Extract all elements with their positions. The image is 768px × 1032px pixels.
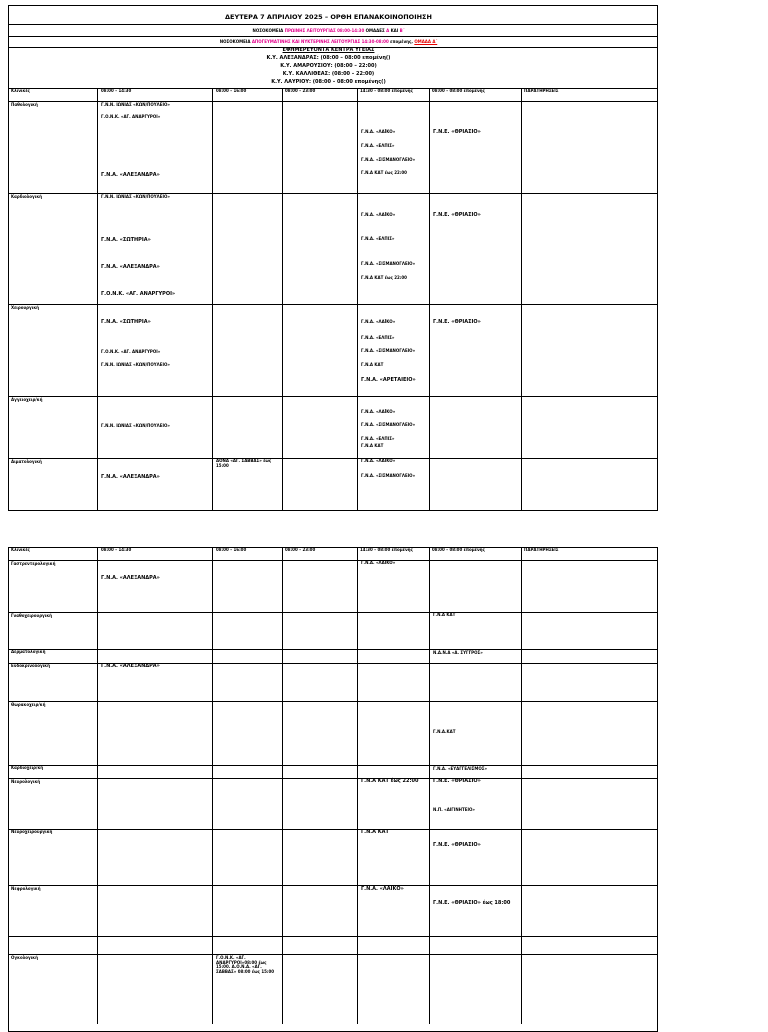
column-divider: [357, 547, 358, 1024]
clinic-name: Καρδιολογική: [11, 194, 43, 199]
hospital-entry: Γ.Ν.Α. «ΑΛΕΞΑΝΔΡΑ»: [101, 474, 160, 480]
column-divider: [521, 88, 522, 511]
divider: [8, 36, 658, 37]
hospital-entry: Γ.Ν.Α. «ΛΑΪΚΟ»: [361, 129, 396, 134]
clinic-name: Γαστρεντερολογική: [11, 561, 56, 566]
row-divider: [8, 304, 658, 305]
hospital-entry: Γ.Ν.Α. «ΕΛΠΙΣ»: [361, 236, 395, 241]
clinic-name: Ενδοκρινολογική: [11, 663, 50, 668]
clinic-name: Παθολογική: [11, 102, 38, 107]
column-divider: [97, 547, 98, 1024]
hospital-entry: Γ.Ν.Α ΚΑΤ: [361, 443, 384, 448]
col-header-0800-2300: 08:00 – 23:00: [285, 88, 316, 93]
hospital-entry: Γ.Ν.Α ΚΑΤ έως 22:00: [361, 778, 419, 784]
hospital-entry: Γ.Ν.Α. «ΣΩΤΗΡΙΑ»: [101, 319, 151, 325]
hospital-entry: Γ.Ν.Α. «ΣΙΣΜΑΝΟΓΛΕΙΟ»: [361, 261, 416, 266]
hospital-entry: Γ.Ν.Α. «ΑΡΕΤΑΙΕΙΟ»: [361, 377, 416, 383]
hospital-entry: Γ.Ν.Α ΚΑΤ: [433, 612, 456, 617]
col-header-remarks: ΠΑΡΑΤΗΡΗΣΕΙΣ: [524, 547, 559, 552]
col-header-0800-2300: 08:00 – 23:00: [285, 547, 316, 552]
row-divider: [8, 885, 658, 886]
col-header-remarks: ΠΑΡΑΤΗΡΗΣΕΙΣ: [524, 88, 559, 93]
column-divider: [429, 547, 430, 1024]
clinic-name: Αγγειοχειρ/κή: [11, 397, 43, 402]
col-header-0800-1430: 08:00 – 14:30: [101, 547, 132, 552]
hospital-entry: Γ.Ν.Ν. ΙΩΝΙΑΣ «ΚΩΝ/ΠΟΥΛΕΙΟ»: [101, 423, 170, 428]
row-divider: [8, 829, 658, 830]
hospital-entry: Γ.Ν.Α. «ΕΛΠΙΣ»: [361, 436, 395, 441]
column-divider: [212, 88, 213, 511]
hospital-entry: Γ.Ν.Α. «ΑΛΕΞΑΝΔΡΑ»: [101, 575, 160, 581]
hospital-entry: Γ.Ν.Α. «ΣΙΣΜΑΝΟΓΛΕΙΟ»: [361, 157, 416, 162]
col-header-0800-1600: 08:00 – 16:00: [216, 88, 247, 93]
hospital-entry: Γ.Ν.Α. «ΑΛΕΞΑΝΔΡΑ»: [101, 663, 160, 669]
hospital-entry: Γ.Ν.Α. «ΛΑΪΚΟ»: [361, 560, 396, 565]
hospital-entry: Γ.Ο.Ν.Κ. «ΑΓ. ΑΝΑΡΓΥΡΟΙ»: [101, 114, 161, 119]
health-center-2: Κ.Υ. ΑΜΑΡΟΥΣΙΟΥ: (08:00 – 22:00): [280, 63, 377, 69]
hospital-entry: Γ.Ν.Ε. «ΘΡΙΑΣΙΟ»: [433, 778, 481, 784]
health-center-1: Κ.Υ. ΑΛΕΞΑΝΔΡΑΣ: (08:00 – 08:00 επομένη(): [266, 55, 391, 61]
row-divider: [8, 954, 658, 955]
clinic-name: Νευρολογική: [11, 779, 41, 784]
row-divider: [8, 649, 658, 650]
col-header-1430-0800: 14:30 – 08:00 επομένης: [360, 88, 413, 93]
clinic-name: Ογκολογική: [11, 955, 38, 960]
column-divider: [357, 88, 358, 511]
row-divider: [8, 396, 658, 397]
row-divider: [8, 701, 658, 702]
hospital-entry: Γ.Ν.Α. «ΕΛΠΙΣ»: [361, 335, 395, 340]
col-header-0800-1600: 08:00 – 16:00: [216, 547, 247, 552]
row-divider: [8, 560, 658, 561]
row-divider: [8, 458, 658, 459]
hospital-entry: Γ.Ν.Α. «ΛΑΪΚΟ»: [361, 458, 396, 463]
hospital-entry: Γ.Ν.Α. «ΛΑΪΚΟ»: [361, 319, 396, 324]
hospital-entry: Γ.Ν.Ε. «ΘΡΙΑΣΙΟ»: [433, 842, 481, 848]
col-header-clinics: Κλινικές: [11, 547, 30, 552]
morning-hospitals-line: ΝΟΣΟΚΟΜΕΙΑ ΠΡΩΙΝΗΣ ΛΕΙΤΟΥΡΓΙΑΣ 08:00-14:30 ΟΜΑΔΕΣ Α ΚΑΙ Β΄: [252, 28, 405, 33]
hospital-entry: Γ.Ν.Α. «ΛΑΪΚΟ»: [361, 886, 404, 892]
schedule-table-2: [8, 547, 658, 1032]
hospital-entry: Γ.Ν.Α. «ΑΛΕΞΑΝΔΡΑ»: [101, 172, 160, 178]
hospital-entry: Γ.Ν.Α.ΚΑΤ: [433, 729, 456, 734]
col-header-clinics: Κλινικές: [11, 88, 30, 93]
hospital-entry: Γ.Ο.Ν.Κ. «ΑΓ. ΑΝΑΡΓΥΡΟΙ»: [101, 291, 176, 297]
hospital-entry: Γ.Ν.Α. «ΛΑΪΚΟ»: [361, 212, 396, 217]
column-divider: [521, 547, 522, 1024]
hospital-entry: Γ.Ν.Α. «ΛΑΪΚΟ»: [361, 409, 396, 414]
column-divider: [212, 547, 213, 1024]
hospital-entry: Γ.Ο.Ν.Κ. «ΑΓ. ΑΝΑΡΓΥΡΟΙ»08:00 έως 15:00. Α.Ο.Ν.Α. «ΑΓ. ΣΑΒΒΑΣ» 08:00 έως 15:00: [216, 955, 275, 974]
hospital-entry: Γ.Ν.Α. «ΣΙΣΜΑΝΟΓΛΕΙΟ»: [361, 422, 416, 427]
hospital-entry: Γ.Ν.Α. «ΣΩΤΗΡΙΑ»: [101, 237, 151, 243]
health-center-3: Κ.Υ. ΚΑΛΛΙΘΕΑΣ: (08:00 – 22:00): [282, 71, 375, 77]
clinic-name: Νευροχειρουργική: [11, 829, 53, 834]
hospital-entry: Γ.Ν.Ε. «ΘΡΙΑΣΙΟ»: [433, 129, 481, 135]
clinic-name: Γναθοχειρουργική: [11, 613, 53, 618]
hospital-entry: Γ.Ν.Α. «ΕΛΠΙΣ»: [361, 143, 395, 148]
hospital-entry: Γ.Ν.Ε. «ΘΡΙΑΣΙΟ» έως 18:00: [433, 900, 511, 906]
hospital-entry: Γ.Ν.Α ΚΑΤ έως 22:00: [361, 275, 407, 280]
hospital-entry: Γ.Ο.Ν.Κ. «ΑΓ. ΑΝΑΡΓΥΡΟΙ»: [101, 349, 161, 354]
row-divider: [8, 612, 658, 613]
row-divider: [8, 936, 658, 937]
hospital-entry: Γ.Ν.Α. «ΣΙΣΜΑΝΟΓΛΕΙΟ»: [361, 348, 416, 353]
clinic-name: Αιματολογική: [11, 459, 42, 464]
col-header-0800-0800: 08:00 – 08:00 επομένης: [432, 88, 485, 93]
evening-hospitals-line: ΝΟΣΟΚΟΜΕΙΑ ΑΠΟΓΕΥΜΑΤΙΝΗΣ ΚΑΙ ΝΥΚΤΕΡΙΝΗΣ ΛΕΙΤΟΥΡΓΙΑΣ 14:30-08:00 επομένης, ΟΜΑΔΑ Δ΄: [219, 39, 438, 44]
column-divider: [97, 88, 98, 511]
health-centers-title: ΕΦΗΜΕΡΕΥΟΝΤΑ ΚΕΝΤΡΑ ΥΓΕΙΑΣ: [282, 47, 375, 53]
hospital-entry: Γ.Ν.Α ΚΑΤ: [361, 829, 389, 835]
health-center-4: Κ.Υ. ΛΑΥΡΙΟΥ: (08:00 – 08:00 επομένης(): [271, 79, 386, 85]
clinic-name: Χειρουργική: [11, 305, 40, 310]
row-divider: [8, 765, 658, 766]
hospital-entry: Γ.Ν.Α. «ΕΥΑΓΓΕΛΙΣΜΟΣ»: [433, 766, 488, 771]
col-header-0800-0800: 08:00 – 08:00 επομένης: [432, 547, 485, 552]
hospital-entry: Γ.Ν.Α ΚΑΤ έως 22:00: [361, 170, 407, 175]
hospital-entry: ΑΟΝΑ «ΑΓ. ΣΑΒΒΑΣ» έως 15:00: [216, 458, 272, 468]
hospital-entry: Γ.Ν.Ν. ΙΩΝΙΑΣ «ΚΩΝ/ΠΟΥΛΕΙΟ»: [101, 102, 170, 107]
clinic-name: Καρδιοχειρ/κή: [11, 765, 44, 770]
hospital-entry: Γ.Ν.Α. «ΣΙΣΜΑΝΟΓΛΕΙΟ»: [361, 473, 416, 478]
column-divider: [282, 88, 283, 511]
hospital-entry: Γ.Ν.Α. «ΑΛΕΞΑΝΔΡΑ»: [101, 264, 160, 270]
page-title: ΔΕΥΤΕΡΑ 7 ΑΠΡΙΛΙΟΥ 2025 – ΟΡΘΗ ΕΠΑΝΑΚΟΙΝΟΠΟΙΗΣΗ: [225, 13, 432, 21]
divider: [8, 24, 658, 25]
hospital-entry: Γ.Ν.Ν. ΙΩΝΙΑΣ «ΚΩΝ/ΠΟΥΛΕΙΟ»: [101, 194, 170, 199]
clinic-name: Νεφρολογική: [11, 886, 41, 891]
hospital-entry: Γ.Ν.Ν. ΙΩΝΙΑΣ «ΚΩΝ/ΠΟΥΛΕΙΟ»: [101, 362, 170, 367]
hospital-entry: Γ.Ν.Α ΚΑΤ: [361, 362, 384, 367]
clinic-name: Δερματολογική: [11, 649, 46, 654]
row-divider: [8, 778, 658, 779]
hospital-entry: Ν.Π. «ΑΙΓΙΝΗΤΕΙΟ»: [433, 807, 475, 812]
hospital-entry: Ν.Δ.Ν.Α «Α. ΣΥΓΓΡΟΣ»: [433, 650, 483, 655]
clinic-name: Θωρακοχειρ/κή: [11, 702, 46, 707]
column-divider: [429, 88, 430, 511]
hospital-entry: Γ.Ν.Ε. «ΘΡΙΑΣΙΟ»: [433, 212, 481, 218]
col-header-1430-0800: 14:30 – 08:00 επομένης: [360, 547, 413, 552]
hospital-entry: Γ.Ν.Ε. «ΘΡΙΑΣΙΟ»: [433, 319, 481, 325]
col-header-0800-1430: 08:00 – 14:30: [101, 88, 132, 93]
column-divider: [282, 547, 283, 1024]
